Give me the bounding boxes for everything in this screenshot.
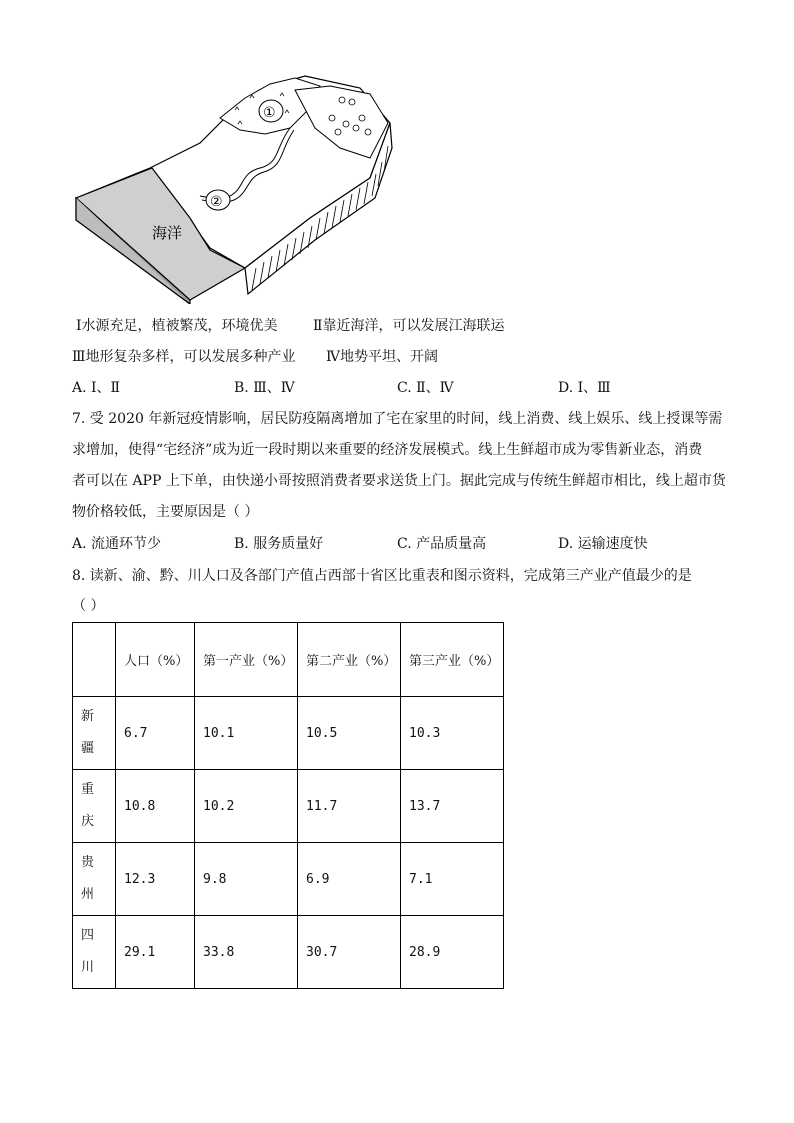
q6-option-d[interactable]: D. Ⅰ、Ⅲ (558, 380, 611, 396)
table-cell: 6.9 (298, 843, 401, 916)
table-cell: 12.3 (116, 843, 195, 916)
q7-line-1: 7. 受 2020 年新冠疫情影响，居民防疫隔离增加了宅在家里的时间，线上消费、线上娱乐、线上授课等需 (72, 411, 723, 427)
marker-2: ② (210, 194, 223, 210)
q6-option-b[interactable]: B. Ⅲ、Ⅳ (234, 380, 295, 396)
terrain-block-diagram (70, 68, 400, 304)
q7-option-c[interactable]: C. 产品质量高 (397, 536, 487, 552)
table-header-cell: 第二产业（%） (298, 623, 401, 697)
table-cell: 33.8 (195, 916, 298, 989)
table-cell: 28.9 (401, 916, 504, 989)
table-header-cell: 第三产业（%） (401, 623, 504, 697)
table-row (73, 697, 504, 770)
table-cell: 9.8 (195, 843, 298, 916)
q7-option-b[interactable]: B. 服务质量好 (234, 536, 324, 552)
q7-line-2: 求增加，使得“宅经济”成为近一段时期以来重要的经济发展模式。线上生鲜超市成为零售新业态，消费 (72, 442, 703, 458)
q7-option-d[interactable]: D. 运输速度快 (558, 536, 648, 552)
table-cell: 10.8 (116, 770, 195, 843)
population-output-table (72, 622, 504, 989)
row-region-name: 重 庆 (73, 770, 116, 843)
table-header-cell (73, 623, 116, 697)
table-row (73, 843, 504, 916)
row-region-name: 新 疆 (73, 697, 116, 770)
row-region-name: 四 川 (73, 916, 116, 989)
table-cell: 30.7 (298, 916, 401, 989)
q6-statement-1: Ⅰ水源充足，植被繁茂，环境优美 (76, 318, 278, 334)
table-cell: 29.1 (116, 916, 195, 989)
q6-statement-4: Ⅳ地势平坦、开阔 (326, 349, 438, 365)
q7-line-4: 物价格较低，主要原因是（ ） (72, 504, 259, 520)
q6-option-a[interactable]: A. Ⅰ、Ⅱ (72, 380, 121, 396)
table-cell: 11.7 (298, 770, 401, 843)
table-cell: 10.2 (195, 770, 298, 843)
q6-option-c[interactable]: C. Ⅱ、Ⅳ (397, 380, 454, 396)
q7-line-3: 者可以在 APP 上下单，由快递小哥按照消费者要求送货上门。据此完成与传统生鲜超市相比，线上超市货 (72, 473, 726, 489)
q6-statement-2: Ⅱ靠近海洋，可以发展江海联运 (313, 318, 505, 334)
row-region-name: 贵 州 (73, 843, 116, 916)
table-cell: 6.7 (116, 697, 195, 770)
table-cell: 13.7 (401, 770, 504, 843)
table-cell: 7.1 (401, 843, 504, 916)
table-row (73, 916, 504, 989)
table-cell: 10.3 (401, 697, 504, 770)
table-cell: 10.5 (298, 697, 401, 770)
q8-line-1: 8. 读新、渝、黔、川人口及各部门产值占西部十省区比重表和图示资料，完成第三产业产值最少的是 (72, 568, 692, 584)
table-header-row (73, 623, 504, 697)
marker-1: ① (263, 105, 276, 121)
q6-statement-3: Ⅲ地形复杂多样，可以发展多种产业 (72, 349, 296, 365)
q7-option-a[interactable]: A. 流通环节少 (72, 536, 162, 552)
ocean-label: 海洋 (152, 224, 183, 242)
table-header-cell: 第一产业（%） (195, 623, 298, 697)
table-header-cell: 人口（%） (116, 623, 195, 697)
q8-line-2: （ ） (72, 598, 105, 614)
table-cell: 10.1 (195, 697, 298, 770)
table-row (73, 770, 504, 843)
